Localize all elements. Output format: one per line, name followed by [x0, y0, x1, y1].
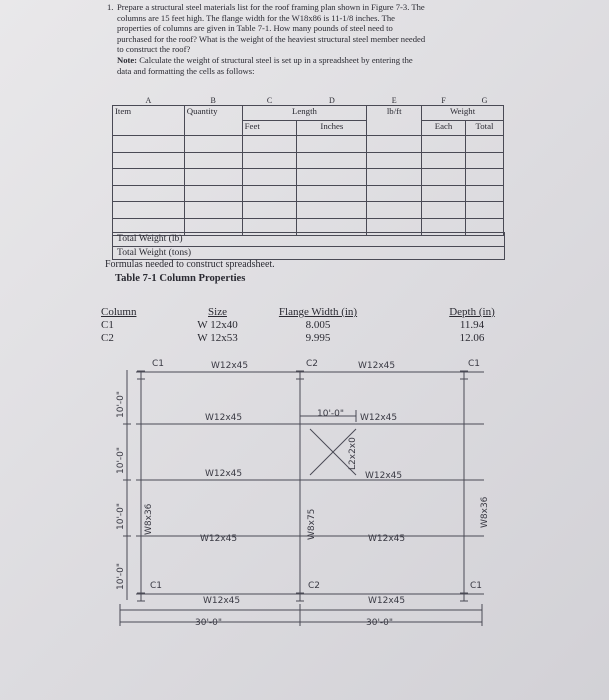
column-mark: C2 [306, 359, 319, 369]
header-flange: Flange Width (in) [278, 306, 358, 318]
column-mark: C1 [152, 359, 165, 369]
cell-flange: 8.005 [305, 319, 331, 332]
beam-label: W12x45 [205, 469, 243, 479]
header-each: Each [422, 121, 466, 136]
dimension-label: 10'-0" [116, 502, 126, 530]
girder-label: W8x36 [480, 496, 490, 528]
problem-line: Prepare a structural steel materials list for the roof framing plan shown in Figure 7-3. The [117, 2, 425, 12]
header-item: Item [113, 106, 185, 121]
dimension-label: 10'-0" [116, 390, 126, 418]
beam-label: W12x45 [203, 596, 241, 606]
cell [184, 121, 242, 136]
cell-column: C1 [101, 319, 114, 332]
column-mark: C1 [470, 581, 483, 591]
header-inches: Inches [297, 121, 367, 136]
beam-label: W12x45 [368, 596, 406, 606]
girder-label: W8x75 [307, 508, 317, 540]
note-text: Calculate the weight of structural steel is set up in a spreadsheet by entering the [137, 54, 413, 65]
header-quantity: Quantity [184, 106, 242, 121]
column-mark: C1 [150, 581, 163, 591]
header-total: Total [466, 121, 504, 136]
note-line: data and formatting the cells as follows: [117, 65, 255, 76]
note-label: Note: [117, 54, 138, 65]
header-length: Length [242, 106, 367, 121]
header-weight: Weight [422, 106, 504, 121]
problem-line: properties of columns are given in Table 7-1. How many pounds of steel need to [117, 23, 393, 34]
spreadsheet-table [112, 97, 504, 236]
col-flange [271, 306, 365, 346]
col-letter: G [481, 96, 488, 105]
dimension-label: 10'-0" [116, 562, 126, 590]
beam-label: W12x45 [211, 361, 249, 371]
table-row [113, 202, 504, 219]
cell-depth: 12.06 [459, 332, 485, 345]
cell-size: W 12x53 [197, 332, 238, 345]
problem-line: columns are 15 feet high. The flange width for the W18x86 is 11-1/8 inches. The [117, 12, 395, 23]
dimension-label: 30'-0" [195, 618, 223, 628]
col-letter: A [145, 96, 152, 105]
header-feet: Feet [242, 121, 297, 136]
beam-label: W12x45 [205, 413, 243, 423]
problem-number: 1. [107, 2, 114, 12]
col-column [101, 306, 136, 346]
table-title: Table 7-1 Column Properties [115, 273, 246, 284]
column-mark: C1 [468, 359, 481, 369]
note [117, 55, 527, 66]
header-depth: Depth (in) [449, 306, 495, 318]
total-weight-tons: Total Weight (tons) [112, 246, 505, 261]
dimension-label: 10'-0" [116, 446, 126, 474]
col-letter: D [328, 96, 335, 105]
header-column: Column [101, 306, 137, 318]
girder-label: W8x36 [144, 503, 154, 535]
dimension-label: 30'-0" [366, 618, 394, 628]
cell [367, 121, 422, 136]
dimension-label: 10'-0" [317, 409, 345, 419]
cell-size: W 12x40 [197, 319, 238, 332]
column-mark: C2 [308, 581, 321, 591]
beam-label: W12x45 [360, 413, 398, 423]
problem-statement [107, 2, 527, 76]
beam-label: W12x45 [200, 534, 238, 544]
total-weight-lb: Total Weight (lb) [112, 232, 505, 246]
totals-block [112, 232, 505, 260]
roof-framing-plan [0, 350, 609, 700]
formulas-note: Formulas needed to construct spreadsheet. [105, 259, 275, 270]
cell-flange: 9.995 [305, 332, 331, 345]
col-depth [441, 306, 503, 346]
header-lbft: lb/ft [367, 106, 422, 121]
beam-label: W12x45 [365, 471, 403, 481]
table-row [113, 152, 504, 169]
beam-label: W12x45 [358, 361, 396, 371]
col-letter: B [210, 96, 216, 105]
table-row [113, 185, 504, 202]
cell-depth: 11.94 [459, 319, 485, 332]
problem-line: to construct the roof? [117, 44, 191, 55]
table-row [113, 169, 504, 186]
header-size: Size [208, 306, 227, 318]
table-row [113, 136, 504, 153]
col-size [190, 306, 245, 346]
col-letter: F [441, 96, 446, 105]
col-letter: E [391, 96, 397, 105]
cell-column: C2 [101, 332, 114, 345]
beam-label: W12x45 [368, 534, 406, 544]
col-letter: C [266, 96, 273, 105]
cell [113, 121, 185, 136]
problem-line: purchased for the roof? What is the weight of the heaviest structural steel member needed [117, 33, 426, 44]
brace-label: L2x2x0 [348, 437, 358, 470]
